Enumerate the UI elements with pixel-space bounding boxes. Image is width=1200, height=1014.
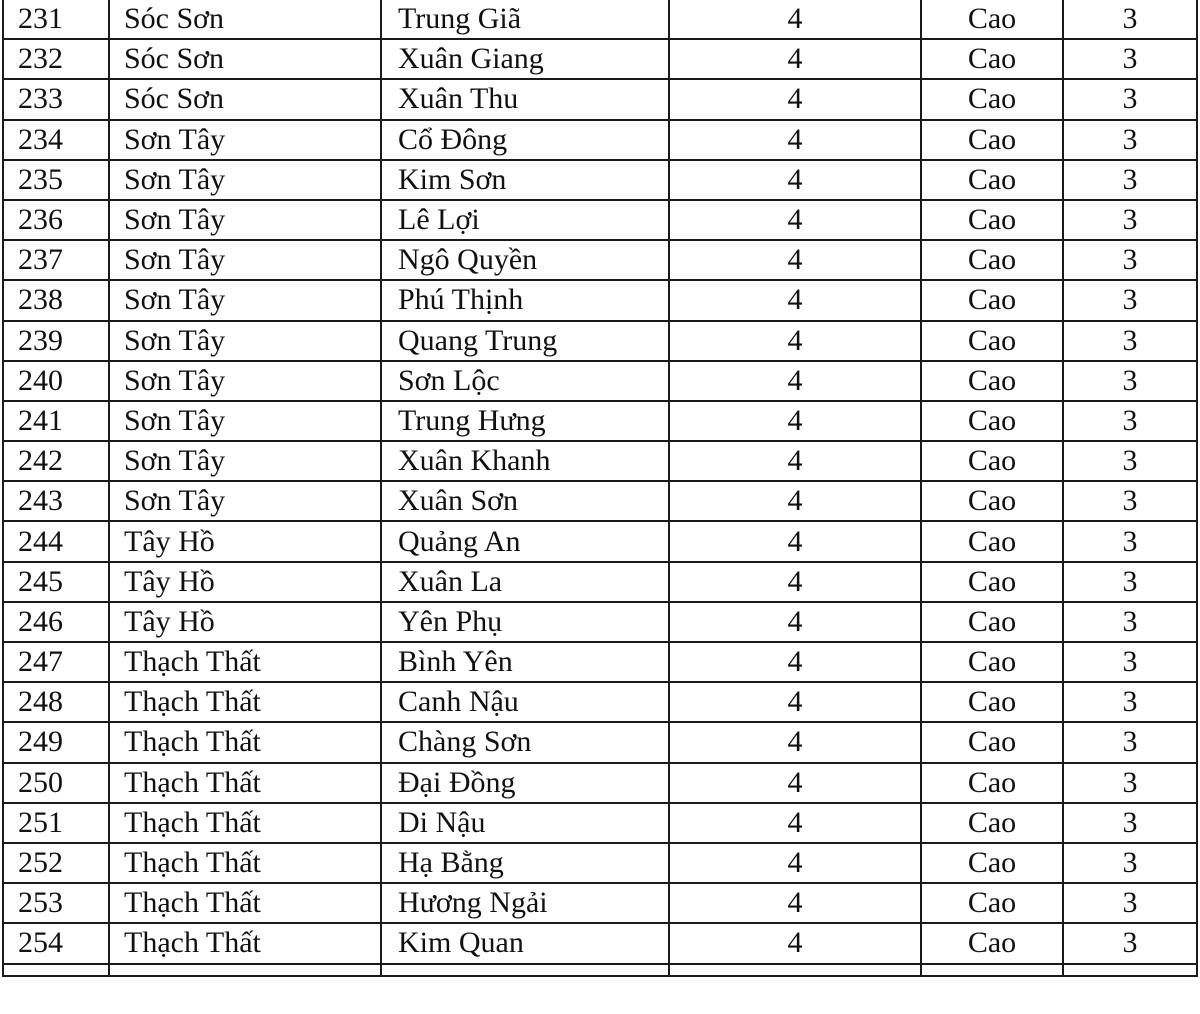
- district-cell: Sơn Tây: [109, 441, 381, 481]
- district-cell: Thạch Thất: [109, 682, 381, 722]
- score-cell: 3: [1063, 160, 1197, 200]
- rating-cell: Cao: [921, 642, 1063, 682]
- commune-cell: Sơn Lộc: [381, 361, 669, 401]
- level-cell: 4: [669, 39, 921, 79]
- commune-cell: Đại Đồng: [381, 763, 669, 803]
- commune-risk-table: [2, 0, 1198, 977]
- score-cell: 3: [1063, 401, 1197, 441]
- table-row: [3, 803, 1197, 843]
- score-cell: 3: [1063, 803, 1197, 843]
- rating-cell: Cao: [921, 361, 1063, 401]
- score-cell: 3: [1063, 722, 1197, 762]
- district-cell: Sơn Tây: [109, 120, 381, 160]
- rating-cell: Cao: [921, 481, 1063, 521]
- score-cell: 3: [1063, 280, 1197, 320]
- district-cell: Thạch Thất: [109, 642, 381, 682]
- score-cell: 3: [1063, 521, 1197, 561]
- row-number: 239: [3, 321, 109, 361]
- rating-cell: Cao: [921, 562, 1063, 602]
- row-number: 241: [3, 401, 109, 441]
- table-row: [3, 240, 1197, 280]
- commune-cell: Ngô Quyền: [381, 240, 669, 280]
- district-cell: Sơn Tây: [109, 200, 381, 240]
- district-cell: Sơn Tây: [109, 401, 381, 441]
- district-cell: Thạch Thất: [109, 923, 381, 963]
- level-cell: 4: [669, 642, 921, 682]
- table-row: [3, 763, 1197, 803]
- rating-cell: Cao: [921, 722, 1063, 762]
- row-number: 249: [3, 722, 109, 762]
- row-number: 233: [3, 79, 109, 119]
- table-row: [3, 883, 1197, 923]
- commune-cell: Kim Sơn: [381, 160, 669, 200]
- table-row: [3, 562, 1197, 602]
- rating-cell: Cao: [921, 0, 1063, 39]
- table-row: [3, 200, 1197, 240]
- row-number: 252: [3, 843, 109, 883]
- row-number: 254: [3, 923, 109, 963]
- rating-cell: Cao: [921, 803, 1063, 843]
- table-row: [3, 521, 1197, 561]
- level-cell: 4: [669, 0, 921, 39]
- level-cell: 4: [669, 602, 921, 642]
- commune-cell: Hương Ngải: [381, 883, 669, 923]
- score-cell: 3: [1063, 642, 1197, 682]
- rating-cell: Cao: [921, 763, 1063, 803]
- rating-cell: Cao: [921, 521, 1063, 561]
- district-cell: Sơn Tây: [109, 280, 381, 320]
- district-cell: Sơn Tây: [109, 361, 381, 401]
- table-row: [3, 843, 1197, 883]
- district-cell: Sơn Tây: [109, 240, 381, 280]
- commune-cell: Trung Hưng: [381, 401, 669, 441]
- table-row: [3, 280, 1197, 320]
- level-cell: 4: [669, 521, 921, 561]
- score-cell: 3: [1063, 79, 1197, 119]
- commune-cell: Canh Nậu: [381, 682, 669, 722]
- level-cell: 4: [669, 401, 921, 441]
- rating-cell: Cao: [921, 321, 1063, 361]
- table-row: [3, 642, 1197, 682]
- rating-cell: Cao: [921, 200, 1063, 240]
- rating-cell: Cao: [921, 441, 1063, 481]
- score-cell: 3: [1063, 923, 1197, 963]
- score-cell: 3: [1063, 562, 1197, 602]
- level-cell: 4: [669, 321, 921, 361]
- level-cell: 4: [669, 200, 921, 240]
- district-cell: Sơn Tây: [109, 321, 381, 361]
- table-row: [3, 602, 1197, 642]
- district-cell: Thạch Thất: [109, 722, 381, 762]
- district-cell: Sóc Sơn: [109, 0, 381, 39]
- level-cell: 4: [669, 160, 921, 200]
- district-cell: Tây Hồ: [109, 562, 381, 602]
- rating-cell: Cao: [921, 883, 1063, 923]
- row-number: 240: [3, 361, 109, 401]
- level-cell: 4: [669, 682, 921, 722]
- empty-cell: [109, 964, 381, 976]
- district-cell: Thạch Thất: [109, 803, 381, 843]
- row-number: 231: [3, 0, 109, 39]
- district-cell: Thạch Thất: [109, 843, 381, 883]
- table-row-cutoff: [3, 964, 1197, 976]
- table-row: [3, 682, 1197, 722]
- score-cell: 3: [1063, 682, 1197, 722]
- rating-cell: Cao: [921, 843, 1063, 883]
- row-number: 238: [3, 280, 109, 320]
- commune-cell: Quảng An: [381, 521, 669, 561]
- level-cell: 4: [669, 361, 921, 401]
- level-cell: 4: [669, 481, 921, 521]
- rating-cell: Cao: [921, 923, 1063, 963]
- level-cell: 4: [669, 883, 921, 923]
- score-cell: 3: [1063, 602, 1197, 642]
- empty-cell: [381, 964, 669, 976]
- table-row: [3, 923, 1197, 963]
- row-number: 251: [3, 803, 109, 843]
- district-cell: Thạch Thất: [109, 883, 381, 923]
- table-row: [3, 160, 1197, 200]
- table-row: [3, 481, 1197, 521]
- commune-cell: Xuân La: [381, 562, 669, 602]
- score-cell: 3: [1063, 441, 1197, 481]
- commune-cell: Xuân Sơn: [381, 481, 669, 521]
- table-row: [3, 0, 1197, 39]
- district-cell: Thạch Thất: [109, 763, 381, 803]
- district-cell: Sóc Sơn: [109, 39, 381, 79]
- commune-cell: Phú Thịnh: [381, 280, 669, 320]
- level-cell: 4: [669, 562, 921, 602]
- row-number: 253: [3, 883, 109, 923]
- level-cell: 4: [669, 441, 921, 481]
- commune-cell: Cổ Đông: [381, 120, 669, 160]
- commune-cell: Yên Phụ: [381, 602, 669, 642]
- table-row: [3, 441, 1197, 481]
- row-number: 237: [3, 240, 109, 280]
- empty-cell: [669, 964, 921, 976]
- row-number: 247: [3, 642, 109, 682]
- score-cell: 3: [1063, 321, 1197, 361]
- row-number: 234: [3, 120, 109, 160]
- rating-cell: Cao: [921, 682, 1063, 722]
- level-cell: 4: [669, 79, 921, 119]
- score-cell: 3: [1063, 39, 1197, 79]
- score-cell: 3: [1063, 240, 1197, 280]
- empty-cell: [1063, 964, 1197, 976]
- commune-cell: Chàng Sơn: [381, 722, 669, 762]
- commune-cell: Xuân Khanh: [381, 441, 669, 481]
- rating-cell: Cao: [921, 39, 1063, 79]
- table-row: [3, 722, 1197, 762]
- level-cell: 4: [669, 843, 921, 883]
- level-cell: 4: [669, 763, 921, 803]
- rating-cell: Cao: [921, 602, 1063, 642]
- empty-cell: [3, 964, 109, 976]
- table-row: [3, 401, 1197, 441]
- table-row: [3, 79, 1197, 119]
- table-row: [3, 361, 1197, 401]
- rating-cell: Cao: [921, 401, 1063, 441]
- score-cell: 3: [1063, 361, 1197, 401]
- rating-cell: Cao: [921, 280, 1063, 320]
- table-row: [3, 39, 1197, 79]
- district-cell: Sóc Sơn: [109, 79, 381, 119]
- commune-cell: Quang Trung: [381, 321, 669, 361]
- table-body: [3, 0, 1197, 976]
- level-cell: 4: [669, 803, 921, 843]
- score-cell: 3: [1063, 200, 1197, 240]
- commune-cell: Bình Yên: [381, 642, 669, 682]
- commune-cell: Xuân Thu: [381, 79, 669, 119]
- row-number: 245: [3, 562, 109, 602]
- district-cell: Tây Hồ: [109, 521, 381, 561]
- district-cell: Tây Hồ: [109, 602, 381, 642]
- row-number: 246: [3, 602, 109, 642]
- level-cell: 4: [669, 240, 921, 280]
- score-cell: 3: [1063, 0, 1197, 39]
- district-cell: Sơn Tây: [109, 481, 381, 521]
- commune-cell: Xuân Giang: [381, 39, 669, 79]
- row-number: 243: [3, 481, 109, 521]
- level-cell: 4: [669, 722, 921, 762]
- commune-cell: Hạ Bằng: [381, 843, 669, 883]
- score-cell: 3: [1063, 120, 1197, 160]
- commune-cell: Trung Giã: [381, 0, 669, 39]
- row-number: 235: [3, 160, 109, 200]
- level-cell: 4: [669, 280, 921, 320]
- rating-cell: Cao: [921, 120, 1063, 160]
- row-number: 244: [3, 521, 109, 561]
- rating-cell: Cao: [921, 160, 1063, 200]
- score-cell: 3: [1063, 883, 1197, 923]
- commune-cell: Kim Quan: [381, 923, 669, 963]
- commune-cell: Di Nậu: [381, 803, 669, 843]
- rating-cell: Cao: [921, 79, 1063, 119]
- empty-cell: [921, 964, 1063, 976]
- level-cell: 4: [669, 120, 921, 160]
- score-cell: 3: [1063, 763, 1197, 803]
- district-cell: Sơn Tây: [109, 160, 381, 200]
- row-number: 248: [3, 682, 109, 722]
- score-cell: 3: [1063, 481, 1197, 521]
- commune-cell: Lê Lợi: [381, 200, 669, 240]
- level-cell: 4: [669, 923, 921, 963]
- table-row: [3, 321, 1197, 361]
- row-number: 242: [3, 441, 109, 481]
- row-number: 250: [3, 763, 109, 803]
- rating-cell: Cao: [921, 240, 1063, 280]
- score-cell: 3: [1063, 843, 1197, 883]
- row-number: 232: [3, 39, 109, 79]
- table-row: [3, 120, 1197, 160]
- row-number: 236: [3, 200, 109, 240]
